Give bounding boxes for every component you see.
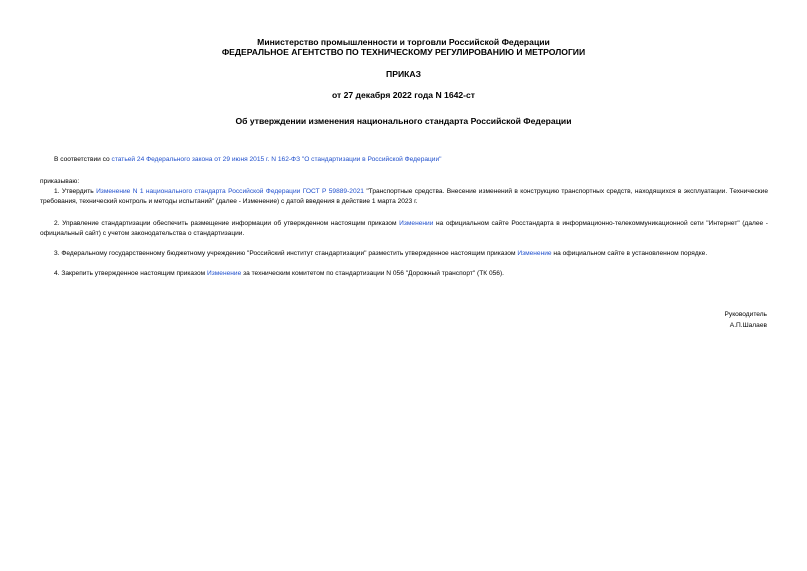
signature-title: Руководитель [724,311,767,318]
item-4-prefix: 4. Закрепить утвержденное настоящим приказом [54,270,207,277]
amendment-link-3[interactable]: Изменение [517,250,552,257]
item-2-prefix: 2. Управление стандартизации обеспечить размещение информации об утвержденном настоящим приказом [54,220,400,227]
amendment-link-2[interactable]: Изменении [399,220,434,227]
gost-amendment-link[interactable]: Изменение N 1 национального стандарта Российской Федерации ГОСТ Р 59889-2021 [96,188,364,195]
item-1-suffix: "Транспортные средства. Внесение изменений в конструкцию транспортных средств, находящихся в эксплуатации. Технические требования, технический контроль и методы испытаний" (далее - Изменение) с датой введения в действие 1 марта 2023 г. [40,188,768,205]
item-1-prefix: 1. Утвердить [54,188,97,195]
item-2-suffix: на официальном сайте Росстандарта в информационно-телекоммуникационной сети "Интернет" (далее - официальный сайт) с учетом законодательства о стандартизации. [40,220,768,237]
law-article-link[interactable]: статьей 24 Федерального закона от 29 июня 2015 г. N 162-ФЗ "О стандартизации в Российской Федерации" [111,156,442,163]
item-4-paragraph [40,269,768,279]
date-number: от 27 декабря 2022 года N 1642-ст [331,90,476,100]
item-3-paragraph [40,249,768,259]
item-3-suffix: на официальном сайте в установленном порядке. [551,250,708,257]
signature-name: А.П.Шалаев [729,322,767,329]
document-type: ПРИКАЗ [386,69,421,79]
item-2-paragraph [40,219,768,239]
document-subject: Об утверждении изменения национального стандарта Российской Федерации [235,116,572,126]
item-4-suffix: за техническим комитетом по стандартизации N 056 "Дорожный транспорт" (ТК 056). [241,270,504,277]
amendment-link-4[interactable]: Изменение [206,270,242,277]
intro-prefix: В соответствии со [54,156,112,163]
intro-paragraph [40,155,768,165]
item-1-paragraph [40,187,768,207]
agency-title: ФЕДЕРАЛЬНОЕ АГЕНТСТВО ПО ТЕХНИЧЕСКОМУ РЕГУЛИРОВАНИЮ И МЕТРОЛОГИИ [221,47,586,57]
item-3-prefix: 3. Федеральному государственному бюджетному учреждению "Российский институт стандартизации" разместить утвержденное настоящим приказом [54,250,518,257]
prikazyvayu-label: приказываю: [40,178,80,185]
ministry-title: Министерство промышленности и торговли Российской Федерации [257,37,550,47]
